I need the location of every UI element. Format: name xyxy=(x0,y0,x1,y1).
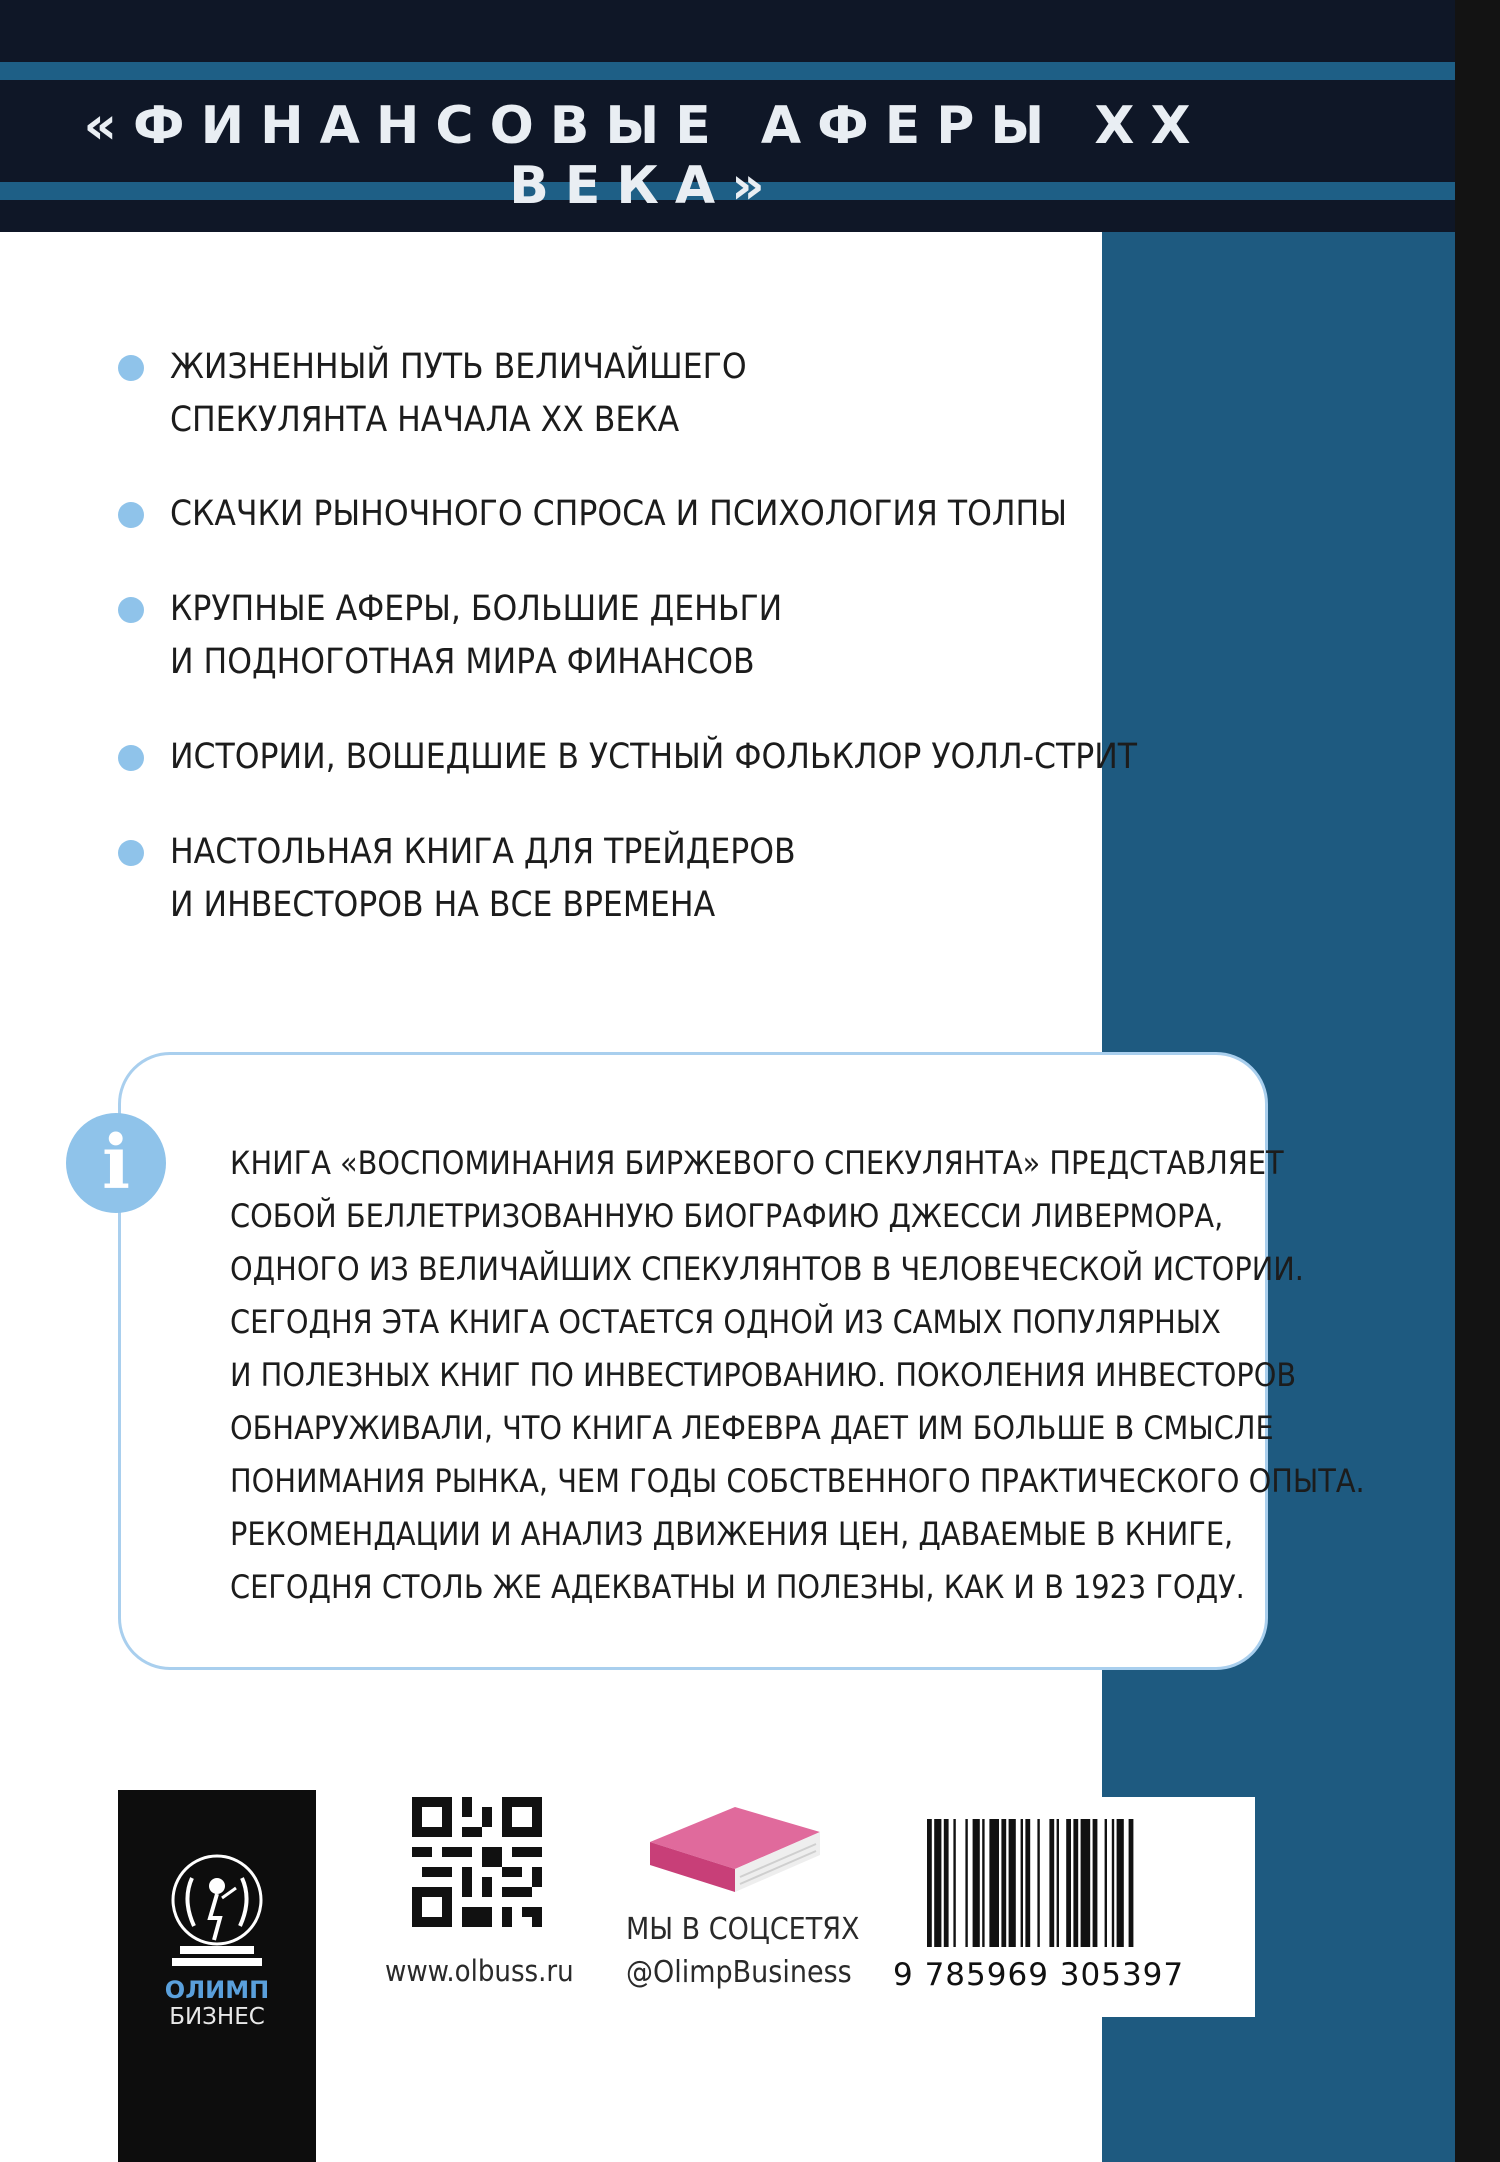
feature-text: ИСТОРИИ, ВОШЕДШИЕ В УСТНЫЙ ФОЛЬКЛОР УОЛЛ-СТРИТ xyxy=(170,737,1138,777)
barcode-bar xyxy=(1049,1819,1054,1947)
barcode-bar xyxy=(1073,1819,1078,1947)
bullet-dot-icon xyxy=(118,745,144,771)
info-icon: i xyxy=(66,1113,166,1213)
feature-text: КРУПНЫЕ АФЕРЫ, БОЛЬШИЕ ДЕНЬГИ И ПОДНОГОТНАЯ МИРА ФИНАНСОВ xyxy=(170,589,783,682)
website-link[interactable]: www.olbuss.ru xyxy=(385,1954,574,1988)
social-heading: МЫ В СОЦСЕТЯХ xyxy=(626,1912,860,1947)
bullet-dot-icon xyxy=(118,502,144,528)
publisher-block xyxy=(118,1790,316,2162)
social-handle[interactable]: @OlimpBusiness xyxy=(626,1955,852,1990)
qr-code-icon[interactable] xyxy=(412,1797,542,1927)
barcode-bar xyxy=(1105,1819,1107,1947)
barcode-bar xyxy=(1021,1819,1023,1947)
series-header xyxy=(0,0,1455,232)
barcode-bar xyxy=(1093,1819,1098,1947)
publisher-subname: БИЗНЕС xyxy=(169,2004,265,2030)
barcode-bar xyxy=(1001,1819,1006,1947)
barcode-bar xyxy=(965,1819,967,1947)
header-stripe-top xyxy=(0,62,1455,80)
bullet-dot-icon xyxy=(118,355,144,381)
barcode-bar xyxy=(1117,1819,1124,1947)
description-text: КНИГА «ВОСПОМИНАНИЯ БИРЖЕВОГО СПЕКУЛЯНТА» ПРЕДСТАВЛЯЕТ СОБОЙ БЕЛЛЕТРИЗОВАННУЮ БИОГРАФИЮ ДЖЕССИ ЛИВЕРМОРА, ОДНОГО ИЗ ВЕЛИЧАЙШИХ СПЕКУЛЯНТОВ В ЧЕЛОВЕЧЕСКОЙ ИСТОРИИ. СЕГОДНЯ ЭТА КНИГА ОСТАЕТСЯ ОДНОЙ ИЗ САМЫХ ПОПУЛЯРНЫХ И ПОЛЕЗНЫХ КНИГ ПО ИНВЕСТИРОВАНИЮ. ПОКОЛЕНИЯ ИНВЕСТОРОВ ОБНАРУЖИВАЛИ, ЧТО КНИГА ЛЕФЕВРА ДАЕТ ИМ БОЛЬШЕ В СМЫСЛЕ ПОНИМАНИЯ РЫНКА, ЧЕМ ГОДЫ СОБСТВЕННОГО ПРАКТИЧЕСКОГО ОПЫТА. РЕКОМЕНДАЦИИ И АНАЛИЗ ДВИЖЕНИЯ ЦЕН, ДАВАЕМЫЕ В КНИГЕ, СЕГОДНЯ СТОЛЬ ЖЕ АДЕКВАТНЫ И ПОЛЕЗНЫ, КАК И В 1923 ГОДУ. xyxy=(230,1144,1365,1606)
series-title: «ФИНАНСОВЫЕ АФЕРЫ XX ВЕКА» xyxy=(83,96,1207,216)
bullet-dot-icon xyxy=(118,840,144,866)
barcode-bar xyxy=(1081,1819,1091,1947)
feature-text: ЖИЗНЕННЫЙ ПУТЬ ВЕЛИЧАЙШЕГО СПЕКУЛЯНТА НАЧАЛА XX ВЕКА xyxy=(170,347,747,440)
barcode-bar xyxy=(973,1819,980,1947)
feature-text: СКАЧКИ РЫНОЧНОГО СПРОСА И ПСИХОЛОГИЯ ТОЛПЫ xyxy=(170,494,1068,534)
barcode-bar xyxy=(1025,1819,1030,1947)
spine-edge xyxy=(1455,0,1500,2162)
feature-text: НАСТОЛЬНАЯ КНИГА ДЛЯ ТРЕЙДЕРОВ И ИНВЕСТОРОВ НА ВСЕ ВРЕМЕНА xyxy=(170,832,796,925)
barcode-bar xyxy=(1057,1819,1059,1947)
isbn-number: 9 785969 305397 xyxy=(893,1957,1185,1993)
barcode-bar xyxy=(927,1819,932,1947)
book-icon xyxy=(640,1797,830,1897)
barcode-bar xyxy=(1112,1819,1114,1947)
bullet-dot-icon xyxy=(118,597,144,623)
publisher-name: ОЛИМП xyxy=(164,1976,270,2004)
barcode-bar xyxy=(1129,1819,1134,1947)
barcode-bar xyxy=(934,1819,941,1947)
barcode-bar xyxy=(1066,1819,1071,1947)
barcode-bar xyxy=(953,1819,955,1947)
barcode-bar xyxy=(982,1819,984,1947)
barcode-bar xyxy=(989,1819,999,1947)
barcode-bar xyxy=(1009,1819,1016,1947)
barcode-bar xyxy=(1037,1819,1039,1947)
publisher-logo-icon xyxy=(162,1848,272,1973)
barcode-icon xyxy=(923,1819,1213,1949)
barcode-bar xyxy=(944,1819,949,1947)
